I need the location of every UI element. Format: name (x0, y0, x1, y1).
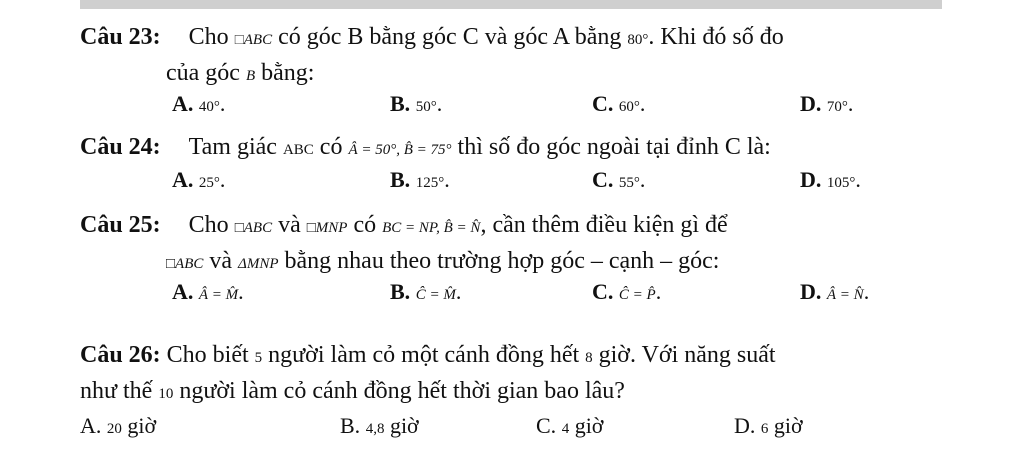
q26-line2-text1: như thế (80, 378, 153, 404)
q23-symbol: □ (234, 32, 244, 48)
q24-option-d[interactable]: D. 105°. (800, 167, 861, 192)
q25-line2-text2: bằng nhau theo trường hợp góc – cạnh – góc: (284, 248, 720, 274)
q25-expression: BC = NP, B̂ = N̂ (382, 220, 481, 236)
q23-text3: . Khi đó số đo (648, 24, 784, 50)
q26-option-a[interactable]: A. 20 giờ (80, 413, 157, 438)
q23-option-c[interactable]: C. 60°. (592, 91, 646, 116)
q26-option-d[interactable]: D. 6 giờ (734, 413, 803, 438)
q23-line2 (166, 58, 314, 91)
q25-line2-triangle2: ΔMNP (238, 256, 279, 272)
q24-expression: Â = 50°, B̂ = 75° (348, 142, 452, 158)
q23-text2: có góc B bằng góc C và góc A bằng (278, 24, 622, 50)
q24-line1 (80, 132, 771, 165)
q26-label: Câu 26: (80, 342, 161, 368)
q25-triangle1: □ABC (234, 220, 273, 236)
q23-value: 80° (627, 32, 649, 48)
q26-line2-text2: người làm cỏ cánh đồng hết thời gian bao lâu? (179, 378, 625, 404)
q23-line2-text1: của góc (166, 60, 240, 86)
q23-option-b[interactable]: B. 50°. (390, 91, 443, 116)
q23-option-d[interactable]: D. 70°. (800, 91, 854, 116)
q23-label: Câu 23: (80, 24, 161, 50)
q23-triangle: ABC (243, 32, 273, 48)
q24-text2: có (319, 134, 343, 160)
q25-line1 (80, 210, 728, 243)
q25-line2-text1: và (209, 248, 233, 274)
q25-text4: , cần thêm điều kiện gì để (480, 212, 728, 238)
q24-label: Câu 24: (80, 134, 161, 160)
q25-triangle2: □MNP (306, 220, 348, 236)
q25-option-a[interactable]: A. Â = M̂. (172, 279, 244, 304)
q24-option-b[interactable]: B. 125°. (390, 167, 450, 192)
q25-line2 (166, 246, 719, 279)
q23-line2-text2: bằng: (261, 60, 315, 86)
q26-number2: 8 (585, 350, 593, 366)
top-divider (80, 0, 942, 9)
q26-number3: 10 (158, 386, 174, 402)
q23-option-a[interactable]: A. 40°. (172, 91, 226, 116)
q25-option-b[interactable]: B. Ĉ = M̂. (390, 279, 462, 304)
q24-option-a[interactable]: A. 25°. (172, 167, 226, 192)
q26-option-b[interactable]: B. 4,8 giờ (340, 413, 419, 438)
q25-text3: có (353, 212, 377, 238)
q24-text1: Tam giác (188, 134, 277, 160)
q23-line1 (80, 22, 784, 55)
q24-triangle: ABC (282, 142, 314, 158)
q26-line1 (80, 340, 776, 373)
q24-option-c[interactable]: C. 55°. (592, 167, 646, 192)
q23-angle: B (245, 68, 256, 84)
q26-option-c[interactable]: C. 4 giờ (536, 413, 604, 438)
q25-text1: Cho (188, 212, 229, 238)
q25-text2: và (278, 212, 301, 238)
q23-text1: Cho (188, 24, 229, 50)
q25-option-c[interactable]: C. Ĉ = P̂. (592, 279, 662, 304)
q26-text3: giờ. Với năng suất (598, 342, 776, 368)
q25-option-d[interactable]: D. Â = N̂. (800, 279, 870, 304)
q26-text2: người làm cỏ một cánh đồng hết (268, 342, 580, 368)
q26-text1: Cho biết (166, 342, 249, 368)
q26-number1: 5 (254, 350, 263, 366)
q25-label: Câu 25: (80, 212, 161, 238)
q25-line2-triangle1: □ABC (166, 256, 204, 272)
q26-line2 (80, 376, 625, 409)
q24-text3: thì số đo góc ngoài tại đỉnh C là: (457, 134, 771, 160)
